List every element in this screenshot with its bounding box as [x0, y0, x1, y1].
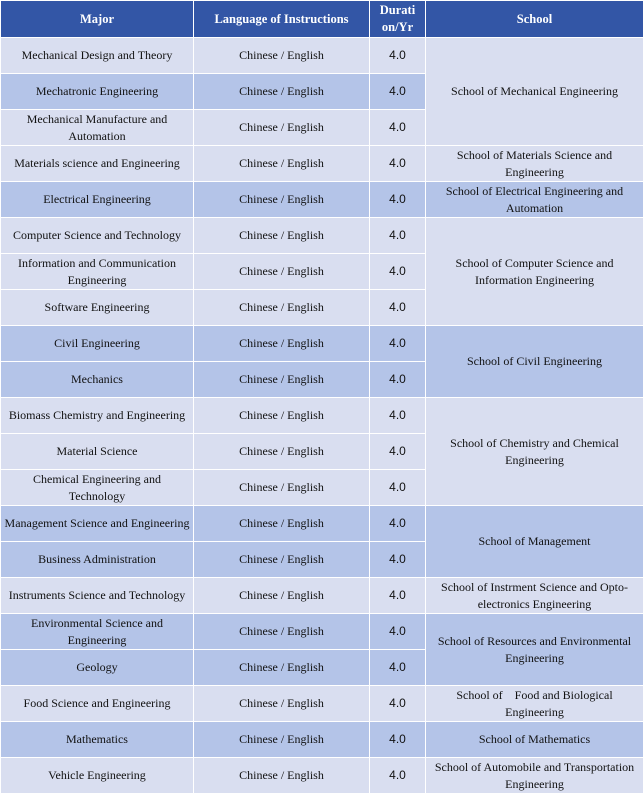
major-cell: Food Science and Engineering	[1, 686, 194, 722]
header-row	[1, 1, 643, 38]
header-school: School	[426, 1, 643, 38]
header-language: Language of Instructions	[194, 1, 370, 38]
language-cell: Chinese / English	[194, 110, 370, 146]
duration-cell: 4.0	[370, 254, 426, 290]
language-cell: Chinese / English	[194, 506, 370, 542]
language-cell: Chinese / English	[194, 470, 370, 506]
major-cell: Materials science and Engineering	[1, 146, 194, 182]
duration-cell: 4.0	[370, 38, 426, 74]
major-cell: Instruments Science and Technology	[1, 578, 194, 614]
duration-cell: 4.0	[370, 218, 426, 254]
table-row	[1, 398, 643, 434]
language-cell: Chinese / English	[194, 542, 370, 578]
language-cell: Chinese / English	[194, 722, 370, 758]
table-row	[1, 218, 643, 254]
table-row	[1, 38, 643, 74]
table-row	[1, 614, 643, 650]
school-cell: School of Food and Biological Engineering	[426, 686, 643, 722]
major-cell: Information and Communication Engineering	[1, 254, 194, 290]
language-cell: Chinese / English	[194, 398, 370, 434]
language-cell: Chinese / English	[194, 434, 370, 470]
major-cell: Management Science and Engineering	[1, 506, 194, 542]
major-cell: Mechanical Design and Theory	[1, 38, 194, 74]
language-cell: Chinese / English	[194, 74, 370, 110]
language-cell: Chinese / English	[194, 182, 370, 218]
duration-cell: 4.0	[370, 542, 426, 578]
duration-cell: 4.0	[370, 722, 426, 758]
duration-cell: 4.0	[370, 470, 426, 506]
school-cell: School of Civil Engineering	[426, 326, 643, 398]
table-row	[1, 578, 643, 614]
language-cell: Chinese / English	[194, 686, 370, 722]
language-cell: Chinese / English	[194, 758, 370, 794]
table-row	[1, 722, 643, 758]
header-major: Major	[1, 1, 194, 38]
duration-cell: 4.0	[370, 146, 426, 182]
header-duration: Durati on/Yr	[370, 1, 426, 38]
language-cell: Chinese / English	[194, 38, 370, 74]
language-cell: Chinese / English	[194, 218, 370, 254]
major-cell: Environmental Science and Engineering	[1, 614, 194, 650]
duration-cell: 4.0	[370, 650, 426, 686]
language-cell: Chinese / English	[194, 578, 370, 614]
language-cell: Chinese / English	[194, 362, 370, 398]
duration-cell: 4.0	[370, 326, 426, 362]
table-row	[1, 146, 643, 182]
major-cell: Software Engineering	[1, 290, 194, 326]
language-cell: Chinese / English	[194, 326, 370, 362]
school-cell: School of Electrical Engineering and Automation	[426, 182, 643, 218]
duration-cell: 4.0	[370, 110, 426, 146]
major-cell: Mathematics	[1, 722, 194, 758]
major-cell: Vehicle Engineering	[1, 758, 194, 794]
duration-cell: 4.0	[370, 506, 426, 542]
table-row	[1, 326, 643, 362]
school-cell: School of Mechanical Engineering	[426, 38, 643, 146]
school-cell: School of Automobile and Transportation Engineering	[426, 758, 643, 794]
school-cell: School of Management	[426, 506, 643, 578]
school-cell: School of Materials Science and Engineering	[426, 146, 643, 182]
language-cell: Chinese / English	[194, 650, 370, 686]
duration-cell: 4.0	[370, 74, 426, 110]
language-cell: Chinese / English	[194, 290, 370, 326]
major-cell: Electrical Engineering	[1, 182, 194, 218]
duration-cell: 4.0	[370, 182, 426, 218]
major-cell: Material Science	[1, 434, 194, 470]
major-cell: Civil Engineering	[1, 326, 194, 362]
duration-cell: 4.0	[370, 398, 426, 434]
major-cell: Biomass Chemistry and Engineering	[1, 398, 194, 434]
language-cell: Chinese / English	[194, 254, 370, 290]
major-cell: Geology	[1, 650, 194, 686]
major-cell: Business Administration	[1, 542, 194, 578]
major-cell: Mechanics	[1, 362, 194, 398]
duration-cell: 4.0	[370, 614, 426, 650]
school-cell: School of Mathematics	[426, 722, 643, 758]
table-row	[1, 686, 643, 722]
major-cell: Chemical Engineering and Technology	[1, 470, 194, 506]
table-row	[1, 506, 643, 542]
major-cell: Mechatronic Engineering	[1, 74, 194, 110]
duration-cell: 4.0	[370, 290, 426, 326]
school-cell: School of Computer Science and Information Engineering	[426, 218, 643, 326]
duration-cell: 4.0	[370, 578, 426, 614]
language-cell: Chinese / English	[194, 614, 370, 650]
duration-cell: 4.0	[370, 686, 426, 722]
school-cell: School of Instrment Science and Opto-electronics Engineering	[426, 578, 643, 614]
duration-cell: 4.0	[370, 758, 426, 794]
language-cell: Chinese / English	[194, 146, 370, 182]
school-cell: School of Chemistry and Chemical Engineering	[426, 398, 643, 506]
duration-cell: 4.0	[370, 362, 426, 398]
school-cell: School of Resources and Environmental Engineering	[426, 614, 643, 686]
major-cell: Computer Science and Technology	[1, 218, 194, 254]
duration-cell: 4.0	[370, 434, 426, 470]
major-cell: Mechanical Manufacture and Automation	[1, 110, 194, 146]
table-row	[1, 758, 643, 794]
table-row	[1, 182, 643, 218]
